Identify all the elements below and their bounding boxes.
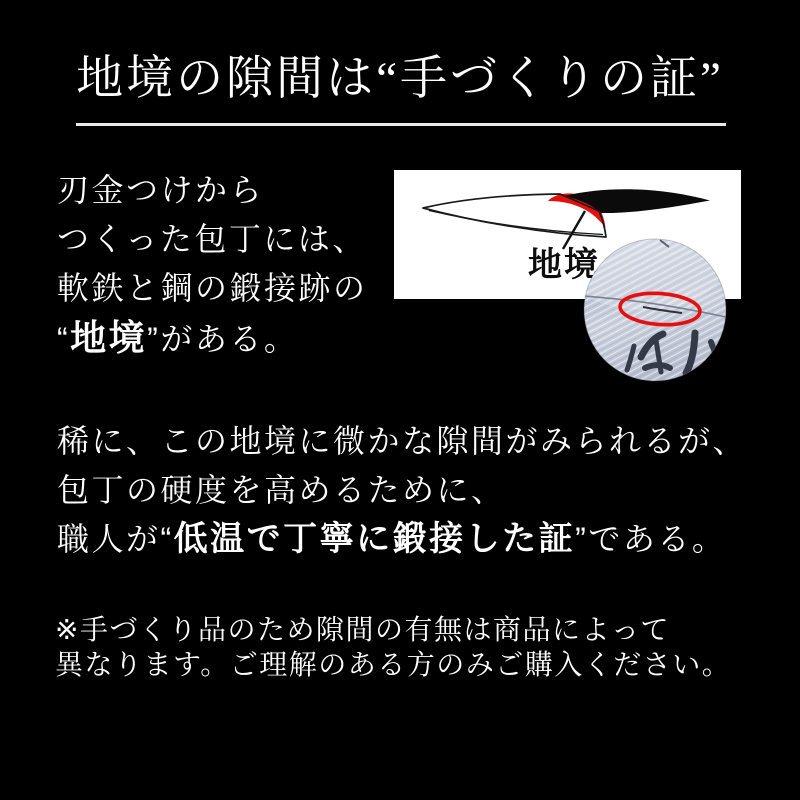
emphasis-jizakai: 地境 xyxy=(70,317,148,358)
body-line-3-post: ”である。 xyxy=(575,521,727,557)
body-paragraph xyxy=(57,417,747,564)
intro-line-4-rest: ”がある。 xyxy=(147,321,299,357)
intro-line-2: つくった包丁には、 xyxy=(57,221,367,257)
intro-line-4 xyxy=(57,313,368,364)
note-line-2: 異なります。ご理解のある方のみご購入ください。 xyxy=(55,649,732,680)
title-underline xyxy=(76,123,726,126)
body-line-1: 稀に、この地境に微かな隙間がみられるが、 xyxy=(57,423,748,459)
knife-diagram-svg xyxy=(394,170,741,405)
body-line-3-pre: 職人が“ xyxy=(57,521,174,557)
body-line-2: 包丁の硬度を高めるために、 xyxy=(57,472,506,508)
emphasis-forge-weld: 低温で丁寧に鍛接した証 xyxy=(173,520,576,558)
intro-line-1: 刃金つけから xyxy=(57,172,265,208)
knife-diagram xyxy=(394,170,741,405)
intro-paragraph xyxy=(57,166,368,364)
page-title: 地境の隙間は“手づくりの証” xyxy=(76,53,724,105)
intro-line-3: 軟鉄と鋼の鍛接跡の xyxy=(57,270,368,306)
body-line-3 xyxy=(57,515,747,564)
quote-open: “ xyxy=(57,321,71,357)
disclaimer-note xyxy=(55,612,731,682)
jizakai-diagram-label: 地境 xyxy=(528,246,600,284)
note-line-1: ※手づくり品のため隙間の有無は商品によって xyxy=(55,614,670,645)
